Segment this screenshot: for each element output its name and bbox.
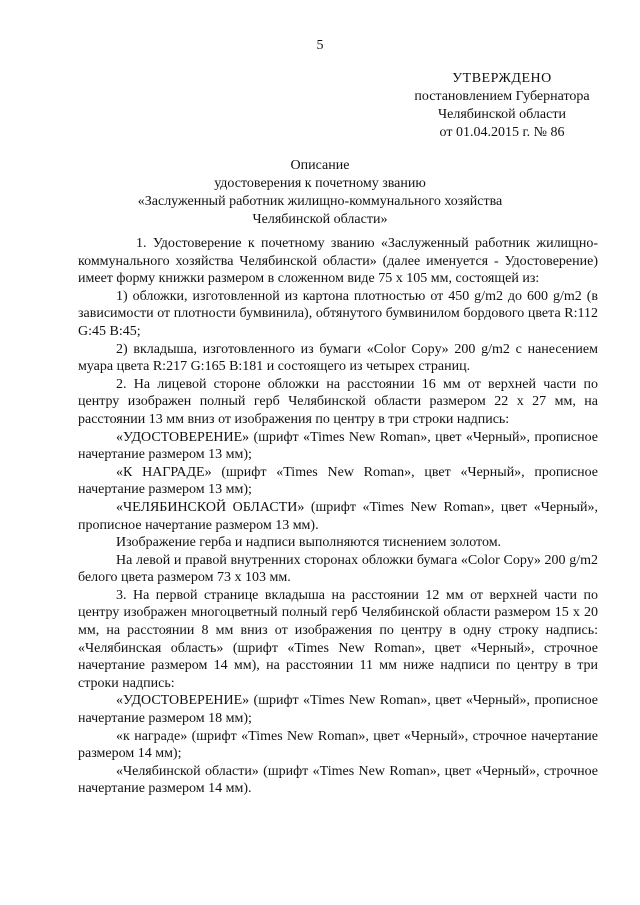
page-number: 5 [316, 38, 324, 53]
approval-line: Челябинской области [438, 107, 566, 122]
paragraph: 1) обложки, изготовленной из картона плотностью от 450 g/m2 до 600 g/m2 (в зависимости от плотности бумвинила), обтянутого бумвинилом бордового цвета R:112 G:45 B:45; [78, 288, 598, 339]
paragraph: Изображение герба и надписи выполняются тиснением золотом. [116, 535, 502, 551]
approval-stamp [392, 70, 612, 142]
paragraph: «УДОСТОВЕРЕНИЕ» (шрифт «Times New Roman», цвет «Черный», прописное начертание размером 13 мм); [78, 429, 598, 463]
paragraph: «к награде» (шрифт «Times New Roman», цвет «Черный», строчное начертание размером 14 мм); [78, 728, 598, 762]
paragraph: «УДОСТОВЕРЕНИЕ» (шрифт «Times New Roman», цвет «Черный», прописное начертание размером 18 мм); [78, 693, 598, 727]
document-body [78, 235, 598, 798]
approval-date: от 01.04.2015 г. № 86 [439, 125, 565, 140]
paragraph: «Челябинской области» (шрифт «Times New Roman», цвет «Черный», строчное начертание размером 14 мм). [78, 763, 598, 797]
heading-title: Описание [290, 158, 350, 173]
paragraph: «К НАГРАДЕ» (шрифт «Times New Roman», цвет «Черный», прописное начертание размером 13 мм); [78, 464, 598, 498]
approval-title: УТВЕРЖДЕНО [452, 71, 552, 86]
paragraph: 1. Удостоверение к почетному званию «Заслуженный работник жилищно-коммунального хозяйства Челябинской области» (далее именуется - Удостоверение) имеет форму книжки размером в сложенном виде 75 х 105 мм, состоящей из: [78, 236, 598, 287]
heading-line: удостоверения к почетному званию [214, 176, 426, 191]
paragraph: На левой и правой внутренних сторонах обложки бумага «Color Copy» 200 g/m2 белого цвета размером 73 х 103 мм. [78, 552, 598, 586]
paragraph: 2. На лицевой стороне обложки на расстоянии 16 мм от верхней части по центру изображен полный герб Челябинской области размером 22 х 27 мм, на расстоянии 13 мм вниз от изображения по центру в три строки надпись: [78, 376, 598, 427]
heading-line: «Заслуженный работник жилищно-коммунального хозяйства [137, 194, 503, 209]
approval-line: постановлением Губернатора [414, 89, 590, 104]
heading-line: Челябинской области» [252, 212, 388, 227]
paragraph: «ЧЕЛЯБИНСКОЙ ОБЛАСТИ» (шрифт «Times New Roman», цвет «Черный», прописное начертание размером 13 мм). [78, 499, 598, 533]
paragraph: 3. На первой странице вкладыша на расстоянии 12 мм от верхней части по центру изображен многоцветный полный герб Челябинской области размером 15 х 20 мм, на расстоянии 8 мм вниз от изображения по центру в одну строку надпись: «Челябинская область» (шрифт «Times New Roman», цвет «Черный», строчное начертание размером 14 мм), на расстоянии 11 мм ниже надписи по центру в три строки надпись: [78, 587, 598, 691]
paragraph: 2) вкладыша, изготовленного из бумаги «Color Copy» 200 g/m2 с нанесением муара цвета R:217 G:165 B:181 и состоящего из четырех страниц. [78, 341, 598, 375]
document-heading [0, 157, 640, 229]
